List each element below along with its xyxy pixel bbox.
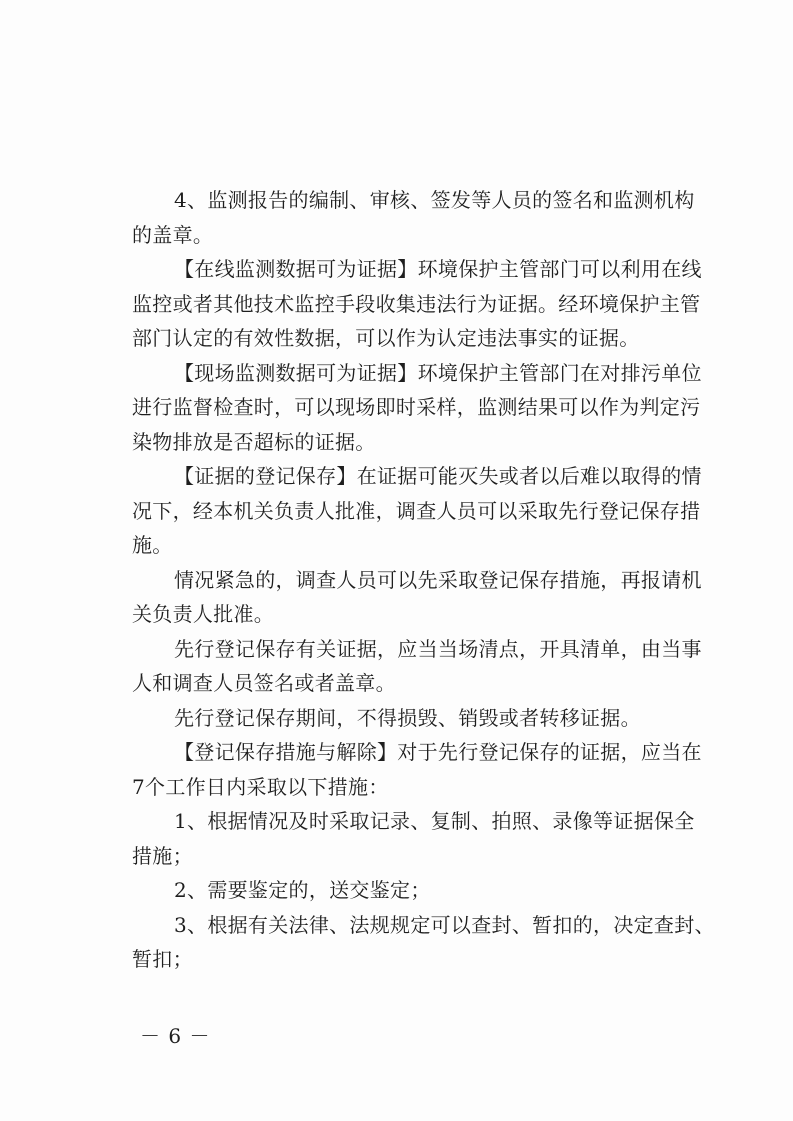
- text-line: 施。: [132, 533, 173, 557]
- paragraph-online-monitoring-evidence: [132, 252, 702, 356]
- text-line: 3、根据有关法律、法规规定可以查封、暂扣的，决定查封、: [174, 912, 715, 937]
- paragraph-onsite-monitoring-evidence: [132, 356, 702, 460]
- list-item-appraisal: [132, 873, 688, 908]
- text-line: 部门认定的有效性数据，可以作为认定违法事实的证据。: [132, 326, 640, 350]
- paragraph-preservation-period: [132, 701, 688, 736]
- text-line: 监控或者其他技术监控手段收集违法行为证据。经环境保护主管: [132, 291, 701, 316]
- paragraph-evidence-registration-preservation: [132, 459, 702, 563]
- text-line: 暂扣；: [132, 947, 193, 971]
- text-line: 况下，经本机关负责人批准，调查人员可以采取先行登记保存措: [132, 498, 701, 523]
- text-line: 1、根据情况及时采取记录、复制、拍照、录像等证据保全: [174, 809, 695, 833]
- list-item-evidence-preservation: [132, 804, 695, 873]
- text-line: 先行登记保存有关证据，应当当场清点，开具清单，由当事: [174, 636, 702, 661]
- text-line: 关负责人批准。: [132, 602, 275, 626]
- text-line: 【现场监测数据可为证据】环境保护主管部门在对排污单位: [174, 360, 702, 385]
- text-line: 进行监督检查时，可以现场即时采样，监测结果可以作为判定污: [132, 395, 701, 419]
- list-item-seizure: [132, 908, 715, 977]
- text-line: 染物排放是否超标的证据。: [132, 429, 376, 454]
- paragraph-monitoring-report-signatures: [132, 183, 695, 252]
- document-body: [132, 183, 715, 977]
- text-line: 7个工作日内采取以下措施：: [132, 774, 389, 799]
- text-line: 【证据的登记保存】在证据可能灭失或者以后难以取得的情: [174, 464, 702, 488]
- text-line: 措施；: [132, 843, 193, 868]
- text-line: 4、监测报告的编制、审核、签发等人员的签名和监测机构: [174, 188, 695, 212]
- page-number: － 6 －: [140, 1024, 211, 1048]
- paragraph-inventory-list: [132, 632, 702, 701]
- text-line: 【登记保存措施与解除】对于先行登记保存的证据，应当在: [174, 740, 702, 764]
- text-line: 情况紧急的，调查人员可以先采取登记保存措施，再报请机: [174, 567, 702, 592]
- paragraph-preservation-measures-release: [132, 735, 702, 804]
- text-line: 的盖章。: [132, 222, 214, 247]
- text-line: 2、需要鉴定的，送交鉴定；: [174, 878, 431, 902]
- text-line: 先行登记保存期间，不得损毁、销毁或者转移证据。: [174, 705, 641, 730]
- text-line: 人和调查人员签名或者盖章。: [132, 671, 396, 695]
- text-line: 【在线监测数据可为证据】环境保护主管部门可以利用在线: [174, 257, 702, 281]
- paragraph-urgent-situation: [132, 563, 702, 632]
